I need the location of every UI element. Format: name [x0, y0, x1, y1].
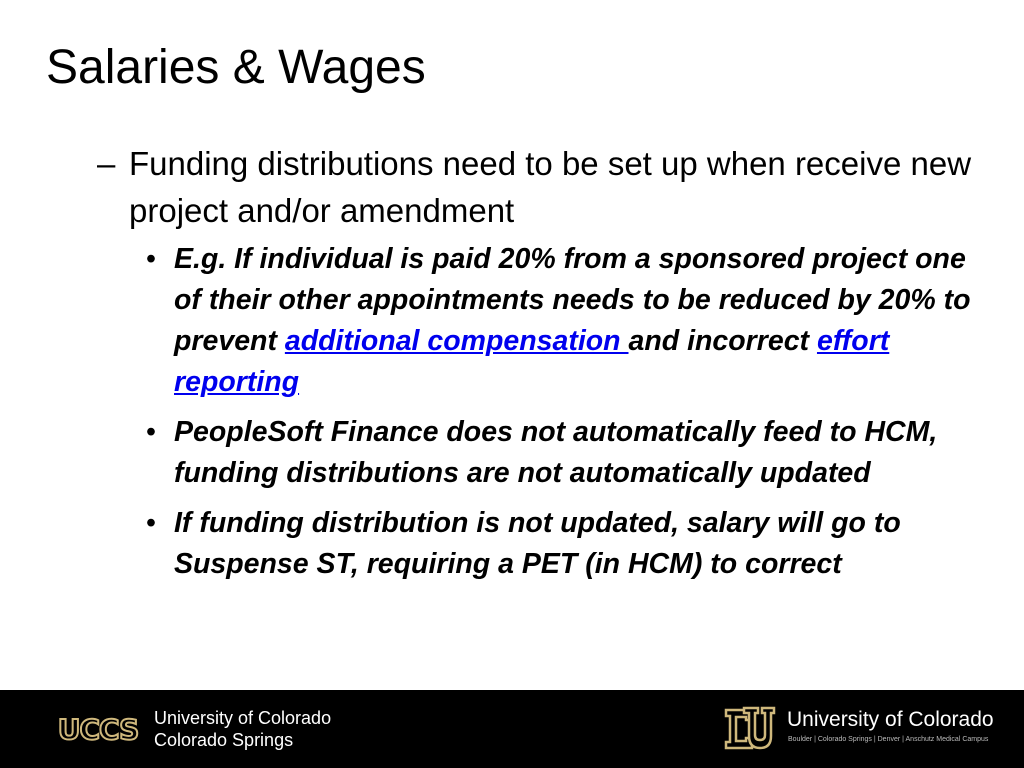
bullet-item: [146, 239, 976, 403]
uccs-name-line2: Colorado Springs: [154, 730, 294, 750]
additional-compensation-link[interactable]: additional compensation: [284, 325, 629, 357]
uccs-wordmark: UCCS: [57, 712, 139, 746]
bullet-text: and incorrect: [628, 325, 817, 357]
bullet-marker: •: [146, 416, 156, 448]
cu-logo-icon: [722, 702, 776, 756]
uccs-name: [154, 707, 331, 751]
level1-bullet: [97, 140, 977, 234]
bullet-text: PeopleSoft Finance does not automatically feed to HCM, funding distributions are not automatically updated: [174, 416, 938, 489]
bullet-text: If funding distribution is not updated, salary will go to Suspense ST, requiring a PET (in HCM) to correct: [174, 507, 901, 580]
bullet-marker: •: [146, 507, 156, 539]
uccs-name-line1: University of Colorado: [154, 708, 332, 728]
footer-bar: [0, 690, 1024, 768]
bullet-item: [146, 503, 976, 585]
dash-marker: –: [97, 145, 116, 182]
effort-reporting-link[interactable]: effort reporting: [174, 325, 890, 398]
sub-bullet-list: [146, 239, 976, 594]
bullet-item: [146, 412, 976, 494]
uccs-logo: [52, 712, 144, 746]
slide-title: Salaries & Wages: [46, 41, 426, 94]
cu-campuses: Boulder | Colorado Springs | Denver | Anschutz Medical Campus: [788, 736, 989, 743]
cu-name: University of Colorado: [787, 708, 994, 731]
bullet-marker: •: [146, 243, 156, 275]
level1-text: Funding distributions need to be set up when receive new project and/or amendment: [129, 145, 972, 229]
bullet-text: E.g. If individual is paid 20% from a sponsored project one of their other appointments needs to be reduced by 20% to prevent: [174, 243, 971, 357]
